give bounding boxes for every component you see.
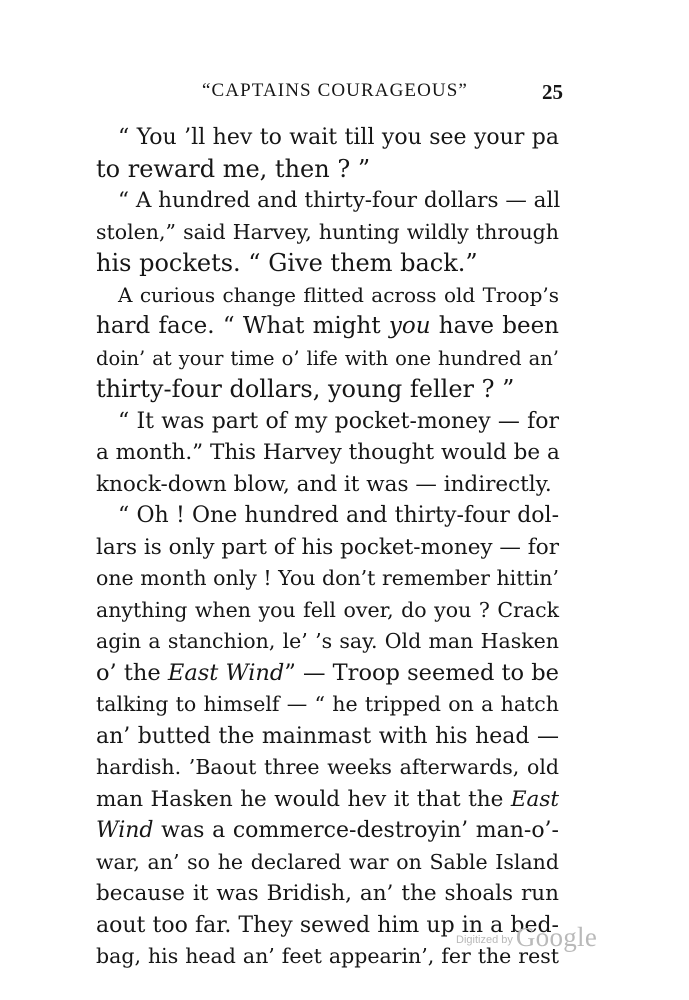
text-run: a month.” This Harvey thought would be a	[96, 440, 560, 465]
text-line	[96, 563, 559, 595]
text-run: o’ the	[96, 659, 168, 686]
text-line	[96, 626, 559, 658]
text-run: bag, his head an’ feet appearin’, fer the rest	[96, 944, 559, 968]
text-run: his pockets. “ Give them back.”	[96, 249, 478, 277]
text-line	[96, 784, 559, 816]
text-line	[96, 217, 559, 249]
running-title: “CAPTAINS COURAGEOUS”	[202, 80, 468, 101]
text-run: hardish. ’Baout three weeks afterwards, old	[96, 755, 559, 779]
italic-text: you	[388, 313, 431, 339]
text-line	[96, 689, 559, 721]
text-run: agin a stanchion, le’ ’s say. Old man Hasken	[96, 629, 559, 653]
text-run: “ You ’ll hev to wait till you see your pa	[118, 125, 559, 150]
text-run: one month only ! You don’t remember hittin’	[96, 566, 559, 590]
text-line	[96, 469, 559, 501]
italic-text: Wind	[96, 818, 154, 843]
text-line	[96, 311, 559, 343]
text-line	[96, 280, 559, 312]
body-text	[96, 122, 559, 973]
text-run: to reward me, then ? ”	[96, 154, 371, 183]
text-run: thirty-four dollars, young feller ? ”	[96, 375, 515, 403]
text-line	[96, 721, 559, 753]
text-line	[96, 122, 559, 154]
text-line	[96, 185, 559, 217]
text-run: “ It was part of my pocket-money — for	[118, 408, 559, 434]
google-logo: Google	[515, 922, 598, 952]
text-run: war, an’ so he declared war on Sable Island	[96, 849, 559, 874]
text-run: doin’ at your time o’ life with one hundred an’	[96, 346, 559, 370]
text-run: stolen,” said Harvey, hunting wildly through	[96, 219, 559, 244]
text-run: lars is only part of his pocket-money — for	[96, 534, 559, 560]
running-head	[96, 80, 563, 106]
text-run: “ Oh ! One hundred and thirty-four dol-	[118, 503, 559, 528]
text-run: knock-down blow, and it was — indirectly.	[96, 471, 552, 497]
text-run: aout too far. They sewed him up in a bed-	[96, 912, 559, 938]
text-line	[96, 437, 559, 469]
text-line	[96, 532, 559, 564]
text-run: hard face. “ What might	[96, 313, 389, 339]
text-line	[96, 752, 559, 784]
digitized-by-label: Digitized by	[456, 934, 513, 946]
text-run: was a commerce-destroyin’ man-o’-	[153, 818, 559, 843]
text-line	[96, 595, 559, 627]
text-line	[96, 847, 559, 879]
google-digitized-watermark	[456, 922, 597, 953]
text-line	[96, 500, 559, 532]
text-line	[96, 815, 559, 847]
page-number: 25	[542, 80, 563, 104]
text-line	[96, 658, 559, 690]
text-line	[96, 374, 559, 406]
text-run: man Hasken he would hev it that the	[96, 786, 511, 812]
text-line	[96, 154, 559, 186]
italic-text: East	[510, 786, 559, 812]
text-line	[96, 406, 559, 438]
text-run: talking to himself — “ he tripped on a hatch	[96, 692, 559, 716]
text-line	[96, 343, 559, 375]
text-run: because it was Bridish, an’ the shoals run	[96, 881, 559, 906]
text-line	[96, 878, 559, 910]
text-run: ” — Troop seemed to be	[284, 659, 559, 686]
text-run: anything when you fell over, do you ? Crack	[96, 597, 559, 622]
italic-text: East Wind	[167, 659, 285, 686]
text-run: an’ butted the mainmast with his head —	[96, 723, 559, 749]
text-run: “ A hundred and thirty-four dollars — all	[118, 188, 561, 213]
text-run: A curious change flitted across old Troop’s	[118, 282, 559, 307]
text-line	[96, 248, 559, 280]
text-run: have been	[430, 313, 559, 339]
